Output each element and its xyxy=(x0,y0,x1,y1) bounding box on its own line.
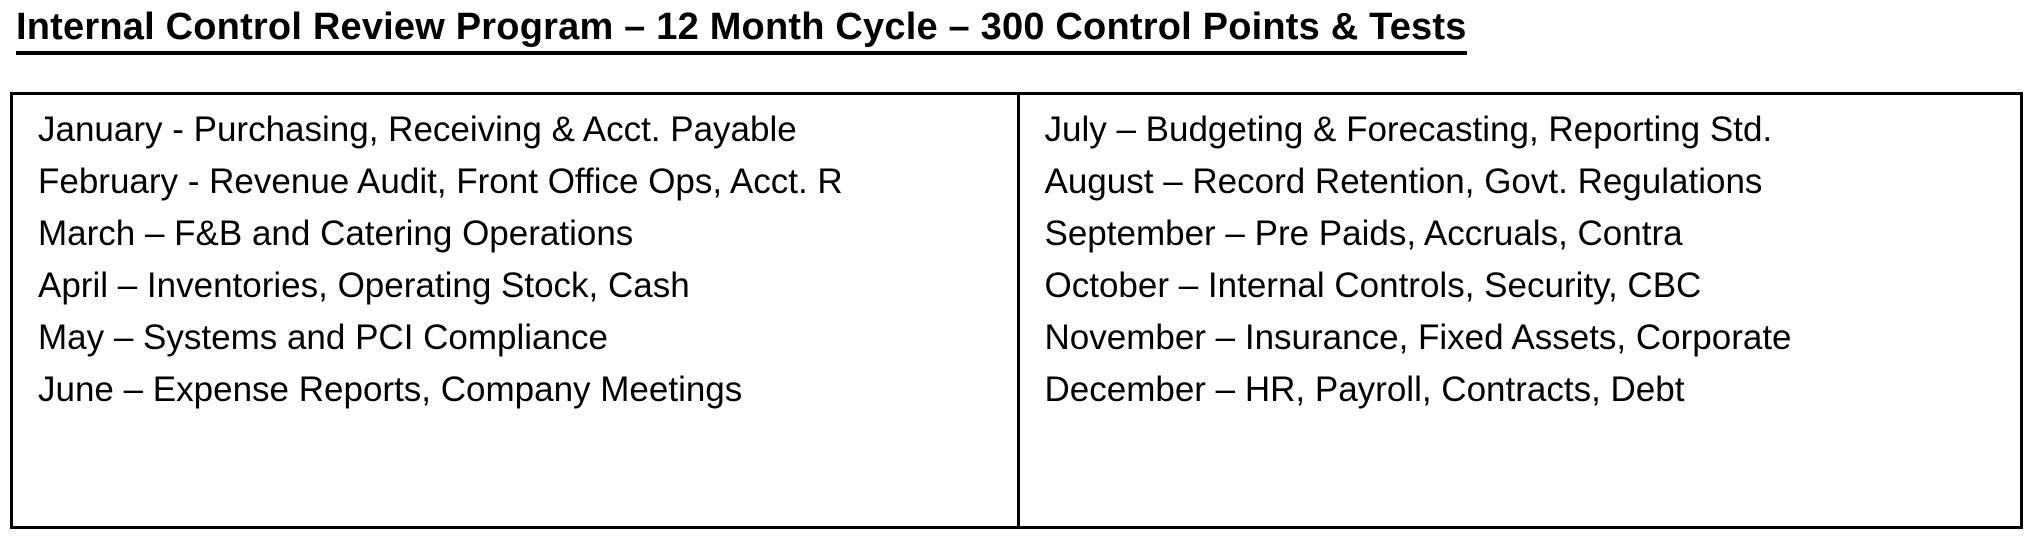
schedule-row-april: April – Inventories, Operating Stock, Cash xyxy=(38,266,690,305)
schedule-row-december: December – HR, Payroll, Contracts, Debt xyxy=(1044,370,1685,409)
schedule-row-july: July – Budgeting & Forecasting, Reporting Std. xyxy=(1044,110,1773,149)
schedule-row-november: November – Insurance, Fixed Assets, Corporate xyxy=(1044,318,1792,357)
schedule-table xyxy=(10,92,2023,529)
schedule-left-column xyxy=(13,95,1017,526)
schedule-row-september: September – Pre Paids, Accruals, Contra xyxy=(1044,214,1683,253)
schedule-row-june: June – Expense Reports, Company Meetings xyxy=(38,370,743,409)
schedule-row-january: January - Purchasing, Receiving & Acct. Payable xyxy=(38,110,797,149)
page-title: Internal Control Review Program – 12 Month Cycle – 300 Control Points & Tests xyxy=(16,8,1467,55)
schedule-row-february: February - Revenue Audit, Front Office Ops, Acct. R xyxy=(38,162,843,201)
schedule-right-column xyxy=(1017,95,2021,526)
schedule-row-october: October – Internal Controls, Security, CBC xyxy=(1044,266,1702,305)
schedule-row-march: March – F&B and Catering Operations xyxy=(38,214,634,253)
schedule-row-may: May – Systems and PCI Compliance xyxy=(38,318,608,357)
schedule-row-august: August – Record Retention, Govt. Regulations xyxy=(1044,162,1763,201)
